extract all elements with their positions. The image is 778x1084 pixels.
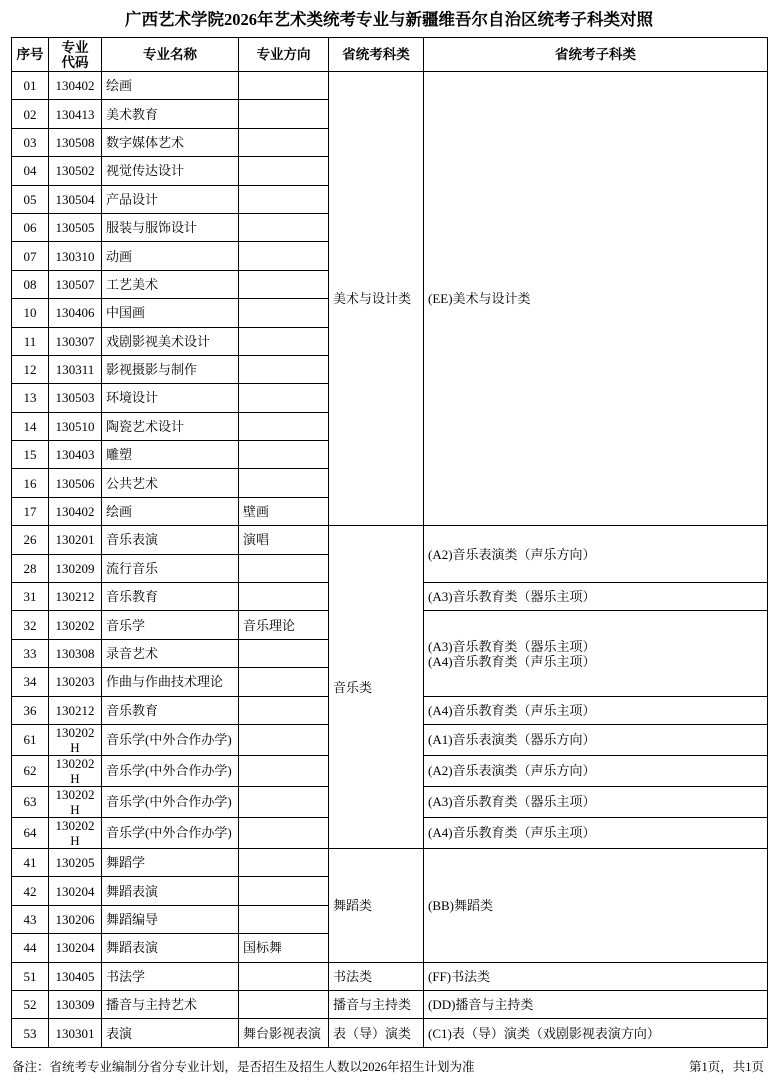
- cell-major-name: 音乐学(中外合作办学): [102, 755, 239, 786]
- table-row: [12, 990, 768, 1018]
- cell-major-name: 舞蹈学: [102, 848, 239, 876]
- cell-major-name: 环境设计: [102, 384, 239, 412]
- cell-major-direction: [239, 848, 329, 876]
- cell-major-direction: 舞台影视表演: [239, 1019, 329, 1047]
- cell-major-name: 音乐学(中外合作办学): [102, 786, 239, 817]
- cell-major-name: 绘画: [102, 72, 239, 100]
- cell-major-code: 130209: [49, 554, 102, 582]
- cell-province-category: 美术与设计类: [329, 72, 424, 526]
- cell-province-category: 音乐类: [329, 526, 424, 849]
- table-row: [12, 962, 768, 990]
- cell-seq: 62: [12, 755, 49, 786]
- cell-seq: 61: [12, 724, 49, 755]
- cell-major-direction: [239, 755, 329, 786]
- cell-major-name: 动画: [102, 242, 239, 270]
- column-header-seq: 序号: [12, 38, 49, 72]
- table-row: [12, 526, 768, 554]
- subcategory-line: (A2)音乐表演类（声乐方向）: [428, 546, 596, 562]
- column-header-major-name: 专业名称: [102, 38, 239, 72]
- subcategory-line: (FF)书法类: [428, 968, 491, 984]
- cell-seq: 12: [12, 355, 49, 383]
- cell-major-code: 130308: [49, 639, 102, 667]
- cell-major-direction: 演唱: [239, 526, 329, 554]
- cell-major-name: 录音艺术: [102, 639, 239, 667]
- cell-province-subcategory: [424, 611, 768, 696]
- cell-major-code: 130309: [49, 990, 102, 1018]
- cell-province-subcategory: [424, 817, 768, 848]
- cell-major-code: 130503: [49, 384, 102, 412]
- cell-major-direction: [239, 583, 329, 611]
- cell-major-name: 影视摄影与制作: [102, 355, 239, 383]
- cell-major-direction: [239, 157, 329, 185]
- cell-major-name: 音乐学(中外合作办学): [102, 724, 239, 755]
- cell-major-code: 130307: [49, 327, 102, 355]
- page-indicator: 第1页，共1页: [688, 1059, 764, 1074]
- cell-major-code: 130202H: [49, 786, 102, 817]
- cell-major-code: 130310: [49, 242, 102, 270]
- cell-major-direction: [239, 668, 329, 696]
- cell-major-direction: [239, 270, 329, 298]
- cell-major-direction: [239, 639, 329, 667]
- cell-major-name: 舞蹈表演: [102, 934, 239, 962]
- cell-province-subcategory: [424, 724, 768, 755]
- page-footer: [0, 1048, 778, 1075]
- cell-seq: 06: [12, 213, 49, 241]
- column-header-province-category: 省统考科类: [329, 38, 424, 72]
- cell-major-direction: [239, 299, 329, 327]
- subcategory-line: (A4)音乐教育类（声乐主项）: [428, 825, 596, 841]
- cell-major-code: 130413: [49, 100, 102, 128]
- cell-major-direction: [239, 412, 329, 440]
- cell-major-direction: 音乐理论: [239, 611, 329, 639]
- cell-province-subcategory: [424, 962, 768, 990]
- cell-major-code: 130502: [49, 157, 102, 185]
- cell-province-category: 播音与主持类: [329, 990, 424, 1018]
- subcategory-line: (A3)音乐教育类（器乐主项）: [428, 638, 596, 654]
- cell-seq: 53: [12, 1019, 49, 1047]
- subcategory-line: (EE)美术与设计类: [428, 291, 531, 307]
- column-header-province-subcategory: 省统考子科类: [424, 38, 768, 72]
- cell-major-code: 130405: [49, 962, 102, 990]
- cell-seq: 42: [12, 877, 49, 905]
- cell-major-direction: [239, 469, 329, 497]
- subcategory-line: (DD)播音与主持类: [428, 997, 534, 1013]
- column-header-major-direction: 专业方向: [239, 38, 329, 72]
- cell-major-direction: [239, 905, 329, 933]
- cell-major-name: 表演: [102, 1019, 239, 1047]
- cell-major-name: 雕塑: [102, 441, 239, 469]
- column-header-major-code-line1: 专业: [61, 39, 89, 55]
- cell-major-code: 130311: [49, 355, 102, 383]
- cell-major-name: 数字媒体艺术: [102, 128, 239, 156]
- cell-major-code: 130205: [49, 848, 102, 876]
- cell-province-subcategory: [424, 526, 768, 583]
- cell-seq: 03: [12, 128, 49, 156]
- cell-major-code: 130202H: [49, 755, 102, 786]
- cell-seq: 01: [12, 72, 49, 100]
- cell-seq: 36: [12, 696, 49, 724]
- cell-major-name: 绘画: [102, 497, 239, 525]
- cell-major-name: 音乐教育: [102, 696, 239, 724]
- cell-major-name: 工艺美术: [102, 270, 239, 298]
- subcategory-line: (BB)舞蹈类: [428, 897, 494, 913]
- cell-major-name: 陶瓷艺术设计: [102, 412, 239, 440]
- cell-major-code: 130506: [49, 469, 102, 497]
- cell-major-code: 130206: [49, 905, 102, 933]
- cell-seq: 07: [12, 242, 49, 270]
- cell-seq: 13: [12, 384, 49, 412]
- cell-major-code: 130406: [49, 299, 102, 327]
- cell-major-name: 音乐学: [102, 611, 239, 639]
- cell-major-code: 130204: [49, 877, 102, 905]
- cell-province-subcategory: [424, 696, 768, 724]
- cell-major-direction: [239, 72, 329, 100]
- cell-major-code: 130504: [49, 185, 102, 213]
- cell-major-direction: 壁画: [239, 497, 329, 525]
- cell-major-direction: [239, 185, 329, 213]
- cell-major-direction: [239, 242, 329, 270]
- cell-major-code: 130507: [49, 270, 102, 298]
- cell-major-code: 130202: [49, 611, 102, 639]
- cell-province-subcategory: [424, 1019, 768, 1047]
- cell-major-direction: [239, 990, 329, 1018]
- cell-major-name: 美术教育: [102, 100, 239, 128]
- cell-major-name: 视觉传达设计: [102, 157, 239, 185]
- subcategory-line: (A4)音乐教育类（声乐主项）: [428, 702, 596, 718]
- cell-major-name: 舞蹈表演: [102, 877, 239, 905]
- cell-major-code: 130505: [49, 213, 102, 241]
- subcategory-line: (A1)音乐表演类（器乐方向）: [428, 732, 596, 748]
- cell-major-name: 公共艺术: [102, 469, 239, 497]
- cell-major-direction: [239, 213, 329, 241]
- cell-seq: 10: [12, 299, 49, 327]
- cell-seq: 64: [12, 817, 49, 848]
- cell-seq: 04: [12, 157, 49, 185]
- cell-major-name: 作曲与作曲技术理论: [102, 668, 239, 696]
- cell-seq: 15: [12, 441, 49, 469]
- cell-seq: 31: [12, 583, 49, 611]
- cell-seq: 08: [12, 270, 49, 298]
- major-subcategory-mapping-table: [11, 37, 768, 1048]
- cell-seq: 26: [12, 526, 49, 554]
- cell-seq: 63: [12, 786, 49, 817]
- cell-seq: 02: [12, 100, 49, 128]
- cell-major-direction: [239, 724, 329, 755]
- cell-major-code: 130212: [49, 696, 102, 724]
- cell-major-code: 130203: [49, 668, 102, 696]
- cell-major-direction: [239, 817, 329, 848]
- cell-major-code: 130201: [49, 526, 102, 554]
- cell-seq: 51: [12, 962, 49, 990]
- cell-major-direction: [239, 355, 329, 383]
- subcategory-line: (A4)音乐教育类（声乐主项）: [428, 653, 596, 669]
- cell-major-direction: [239, 384, 329, 412]
- cell-seq: 11: [12, 327, 49, 355]
- cell-seq: 05: [12, 185, 49, 213]
- cell-major-name: 音乐表演: [102, 526, 239, 554]
- cell-major-direction: [239, 554, 329, 582]
- cell-province-category: 书法类: [329, 962, 424, 990]
- table-header: [12, 38, 768, 72]
- cell-major-code: 130301: [49, 1019, 102, 1047]
- cell-province-category: 表（导）演类: [329, 1019, 424, 1047]
- cell-major-name: 流行音乐: [102, 554, 239, 582]
- cell-seq: 17: [12, 497, 49, 525]
- cell-major-code: 130510: [49, 412, 102, 440]
- cell-major-direction: [239, 962, 329, 990]
- cell-major-name: 音乐教育: [102, 583, 239, 611]
- cell-major-name: 音乐学(中外合作办学): [102, 817, 239, 848]
- cell-major-name: 舞蹈编导: [102, 905, 239, 933]
- cell-province-subcategory: [424, 786, 768, 817]
- cell-major-name: 产品设计: [102, 185, 239, 213]
- cell-province-category: 舞蹈类: [329, 848, 424, 962]
- cell-province-subcategory: [424, 755, 768, 786]
- cell-province-subcategory: [424, 583, 768, 611]
- cell-major-direction: [239, 696, 329, 724]
- cell-province-subcategory: [424, 848, 768, 962]
- table-container: [0, 37, 778, 1048]
- cell-major-name: 戏剧影视美术设计: [102, 327, 239, 355]
- column-header-major-code-line2: 代码: [61, 54, 89, 70]
- subcategory-line: (A3)音乐教育类（器乐主项）: [428, 589, 596, 605]
- cell-major-direction: [239, 100, 329, 128]
- column-header-major-code: [49, 38, 102, 72]
- subcategory-line: (C1)表（导）演类（戏剧影视表演方向）: [428, 1025, 660, 1041]
- cell-major-code: 130202H: [49, 724, 102, 755]
- footer-note: 备注：省统考专业编制分省分专业计划，是否招生及招生人数以2026年招生计划为准: [12, 1059, 475, 1074]
- cell-major-direction: [239, 441, 329, 469]
- cell-major-direction: [239, 877, 329, 905]
- cell-major-code: 130508: [49, 128, 102, 156]
- cell-major-direction: [239, 786, 329, 817]
- cell-major-direction: 国标舞: [239, 934, 329, 962]
- cell-province-subcategory: [424, 72, 768, 526]
- cell-major-name: 服装与服饰设计: [102, 213, 239, 241]
- cell-seq: 16: [12, 469, 49, 497]
- cell-seq: 44: [12, 934, 49, 962]
- cell-major-code: 130212: [49, 583, 102, 611]
- cell-seq: 34: [12, 668, 49, 696]
- cell-major-name: 书法学: [102, 962, 239, 990]
- cell-province-subcategory: [424, 990, 768, 1018]
- cell-seq: 33: [12, 639, 49, 667]
- table-row: [12, 1019, 768, 1047]
- cell-major-direction: [239, 128, 329, 156]
- cell-seq: 41: [12, 848, 49, 876]
- cell-major-code: 130202H: [49, 817, 102, 848]
- cell-major-code: 130402: [49, 72, 102, 100]
- cell-seq: 32: [12, 611, 49, 639]
- subcategory-line: (A2)音乐表演类（声乐方向）: [428, 763, 596, 779]
- cell-major-direction: [239, 327, 329, 355]
- cell-seq: 28: [12, 554, 49, 582]
- cell-major-code: 130403: [49, 441, 102, 469]
- table-header-row: [12, 38, 768, 72]
- table-body: [12, 72, 768, 1048]
- cell-seq: 43: [12, 905, 49, 933]
- table-row: [12, 72, 768, 100]
- cell-major-code: 130204: [49, 934, 102, 962]
- cell-major-name: 中国画: [102, 299, 239, 327]
- cell-major-name: 播音与主持艺术: [102, 990, 239, 1018]
- table-row: [12, 848, 768, 876]
- cell-seq: 14: [12, 412, 49, 440]
- page-title: 广西艺术学院2026年艺术类统考专业与新疆维吾尔自治区统考子科类对照: [125, 10, 653, 29]
- subcategory-line: (A3)音乐教育类（器乐主项）: [428, 794, 596, 810]
- cell-major-code: 130402: [49, 497, 102, 525]
- cell-seq: 52: [12, 990, 49, 1018]
